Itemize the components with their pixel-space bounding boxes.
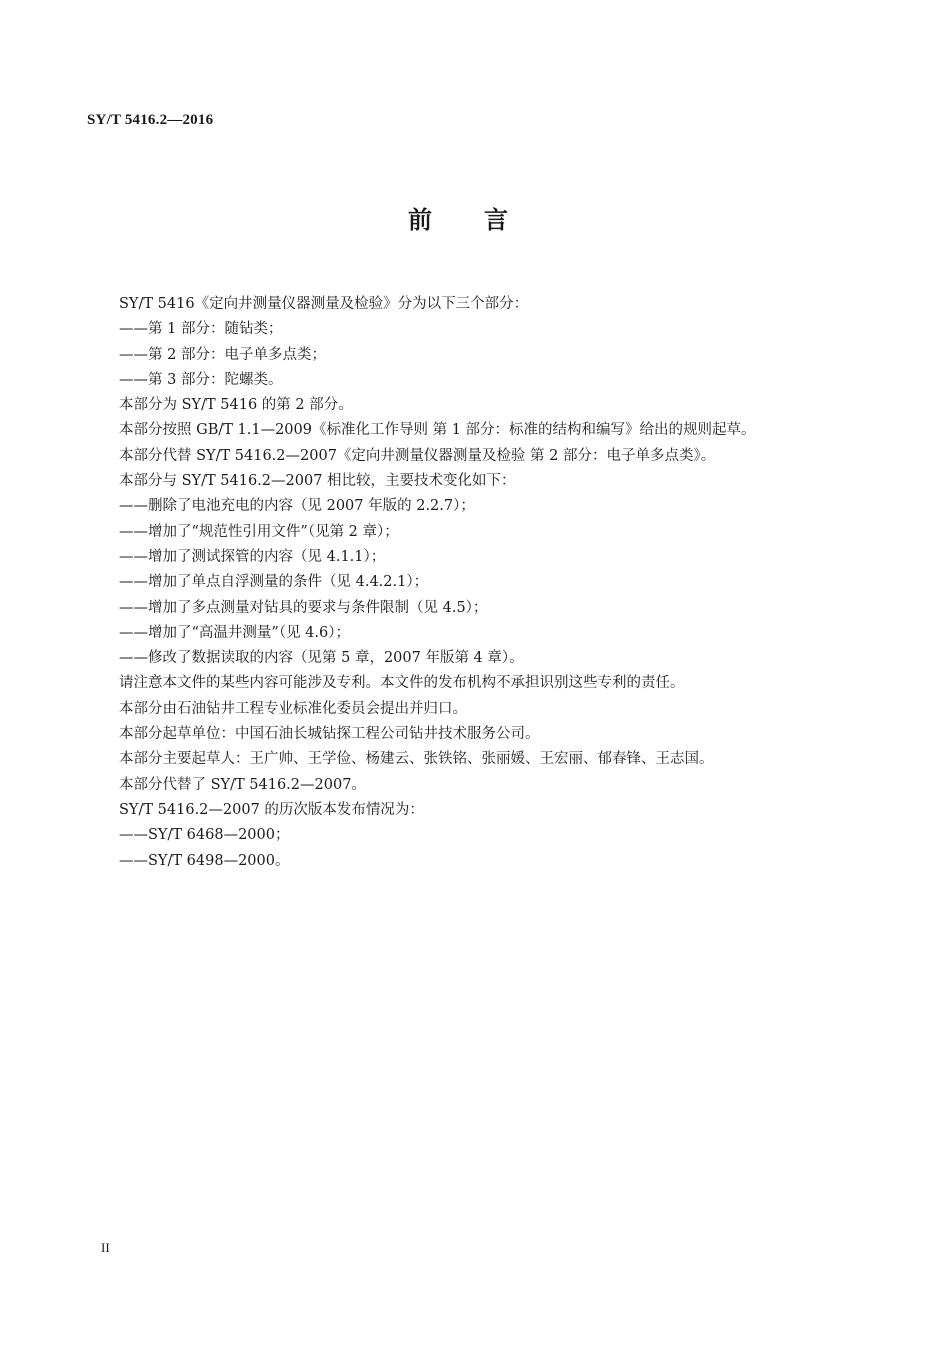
list-item: ——第 2 部分：电子单多点类； (119, 346, 326, 363)
list-item: ——删除了电池充电的内容（见 2007 年版的 2.2.7）； (119, 498, 475, 515)
paragraph: SY/T 5416《定向井测量仪器测量及检验》分为以下三个部分： (119, 296, 529, 312)
list-item: ——第 3 部分：陀螺类。 (119, 371, 283, 388)
paragraph: 本部分按照 GB/T 1.1—2009《标准化工作导则 第 1 部分：标准的结构和编写》给出的规则起草。 (119, 422, 756, 439)
list-item: ——第 1 部分：随钻类； (119, 321, 283, 338)
paragraph: 本部分起草单位：中国石油长城钻探工程公司钻井技术服务公司。 (119, 726, 540, 743)
paragraph: 本部分为 SY/T 5416 的第 2 部分。 (119, 397, 353, 414)
standard-number: SY/T 5416.2—2016 (87, 112, 214, 128)
list-item: ——增加了测试探管的内容（见 4.1.1）； (119, 548, 386, 565)
list-item: ——增加了“高温井测量”（见 4.6）； (119, 624, 350, 641)
page-number: II (101, 1240, 110, 1255)
paragraph: 本部分代替 SY/T 5416.2—2007《定向井测量仪器测量及检验 第 2 部分：电子单多点类》。 (119, 447, 716, 464)
list-item: ——增加了多点测量对钻具的要求与条件限制（见 4.5）； (119, 599, 488, 616)
paragraph: 本部分主要起草人：王广帅、王学俭、杨建云、张铁铭、张丽媛、王宏丽、郁春锋、王志国。 (119, 751, 714, 768)
foreword-body (87, 292, 839, 874)
paragraph: 本部分由石油钻井工程专业标准化委员会提出并归口。 (119, 700, 467, 717)
list-item: ——修改了数据读取的内容（见第 5 章，2007 年版第 4 章）。 (119, 650, 524, 667)
list-item: ——增加了“规范性引用文件”（见第 2 章）； (119, 523, 399, 540)
list-item: ——增加了单点自浮测量的条件（见 4.4.2.1）； (119, 574, 429, 591)
paragraph: 本部分代替了 SY/T 5416.2—2007。 (119, 776, 366, 793)
list-item: ——SY/T 6498—2000。 (119, 852, 290, 869)
list-item: ——SY/T 6468—2000； (119, 827, 290, 844)
paragraph: 本部分与 SY/T 5416.2—2007 相比较，主要技术变化如下： (119, 473, 516, 490)
paragraph: 请注意本文件的某些内容可能涉及专利。本文件的发布机构不承担识别这些专利的责任。 (119, 675, 685, 692)
page-title: 前言 (408, 206, 560, 234)
paragraph: SY/T 5416.2—2007 的历次版本发布情况为： (119, 801, 424, 818)
